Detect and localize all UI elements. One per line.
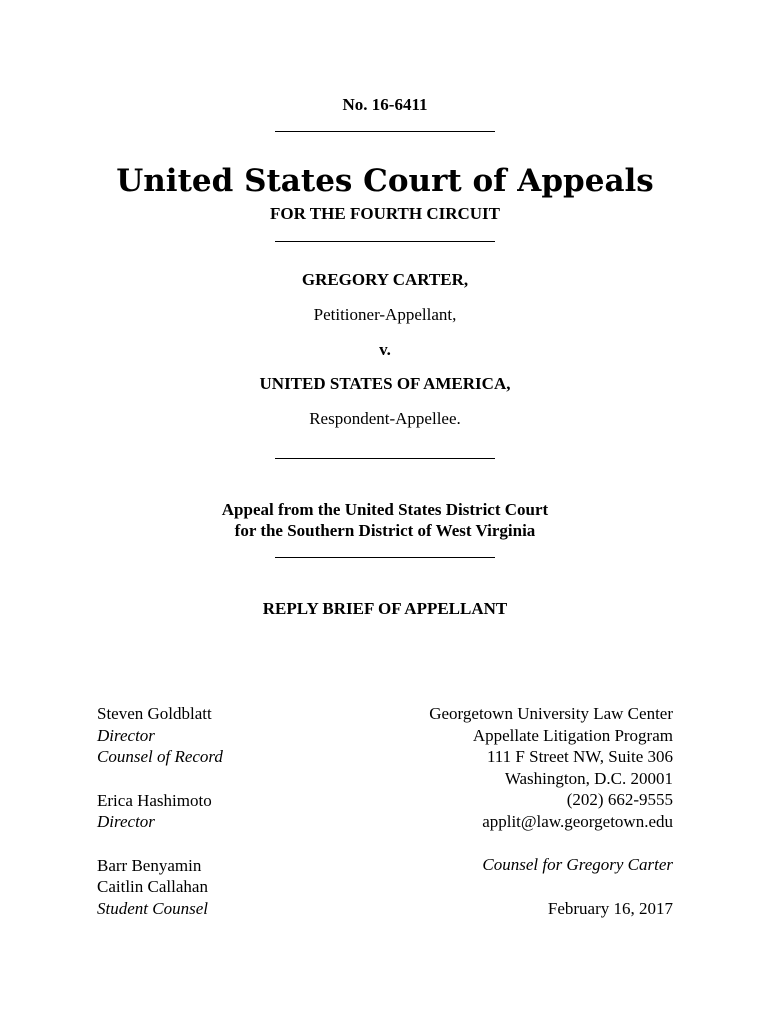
counsel-title: Student Counsel [97, 898, 208, 918]
appeal-from-line1: Appeal from the United States District Court [221, 500, 549, 519]
counsel-title: Counsel of Record [97, 747, 223, 766]
spacer [97, 833, 223, 855]
spacer [429, 832, 673, 854]
divider-line [275, 131, 495, 132]
divider-line [275, 241, 495, 242]
phone-number: (202) 662-9555 [566, 790, 673, 809]
divider-line [275, 458, 495, 459]
counsel-title: Director [97, 812, 155, 831]
appellee-name: UNITED STATES OF AMERICA, [259, 374, 511, 393]
court-circuit: FOR THE FOURTH CIRCUIT [269, 204, 501, 223]
institution-name: Georgetown University Law Center [429, 704, 673, 723]
counsel-for: Counsel for Gregory Carter [482, 855, 673, 874]
appeal-from-line2: for the Southern District of West Virginia [234, 521, 536, 540]
counsel-list [97, 703, 223, 919]
program-name: Appellate Litigation Program [472, 725, 673, 745]
counsel-name: Caitlin Callahan [97, 877, 208, 896]
counsel-title: Director [97, 725, 155, 745]
appellant-role: Petitioner-Appellant, [313, 305, 457, 324]
divider-line [275, 557, 495, 558]
court-name: United States Court of Appeals [116, 163, 654, 199]
appellant-name: GREGORY CARTER, [301, 270, 469, 289]
counsel-name: Barr Benyamin [97, 855, 202, 875]
counsel-name: Steven Goldblatt [97, 704, 212, 723]
versus: v. [379, 340, 391, 359]
appellee-role: Respondent-Appellee. [309, 409, 461, 428]
counsel-address-block [429, 703, 673, 919]
counsel-name: Erica Hashimoto [97, 790, 212, 810]
brief-title: REPLY BRIEF OF APPELLANT [262, 599, 508, 618]
spacer [429, 876, 673, 898]
filing-date: February 16, 2017 [547, 898, 673, 918]
case-number: No. 16-6411 [342, 95, 428, 114]
city-address: Washington, D.C. 20001 [504, 768, 673, 788]
email-address: applit@law.georgetown.edu [482, 811, 673, 831]
street-address: 111 F Street NW, Suite 306 [486, 747, 673, 766]
spacer [97, 768, 223, 790]
